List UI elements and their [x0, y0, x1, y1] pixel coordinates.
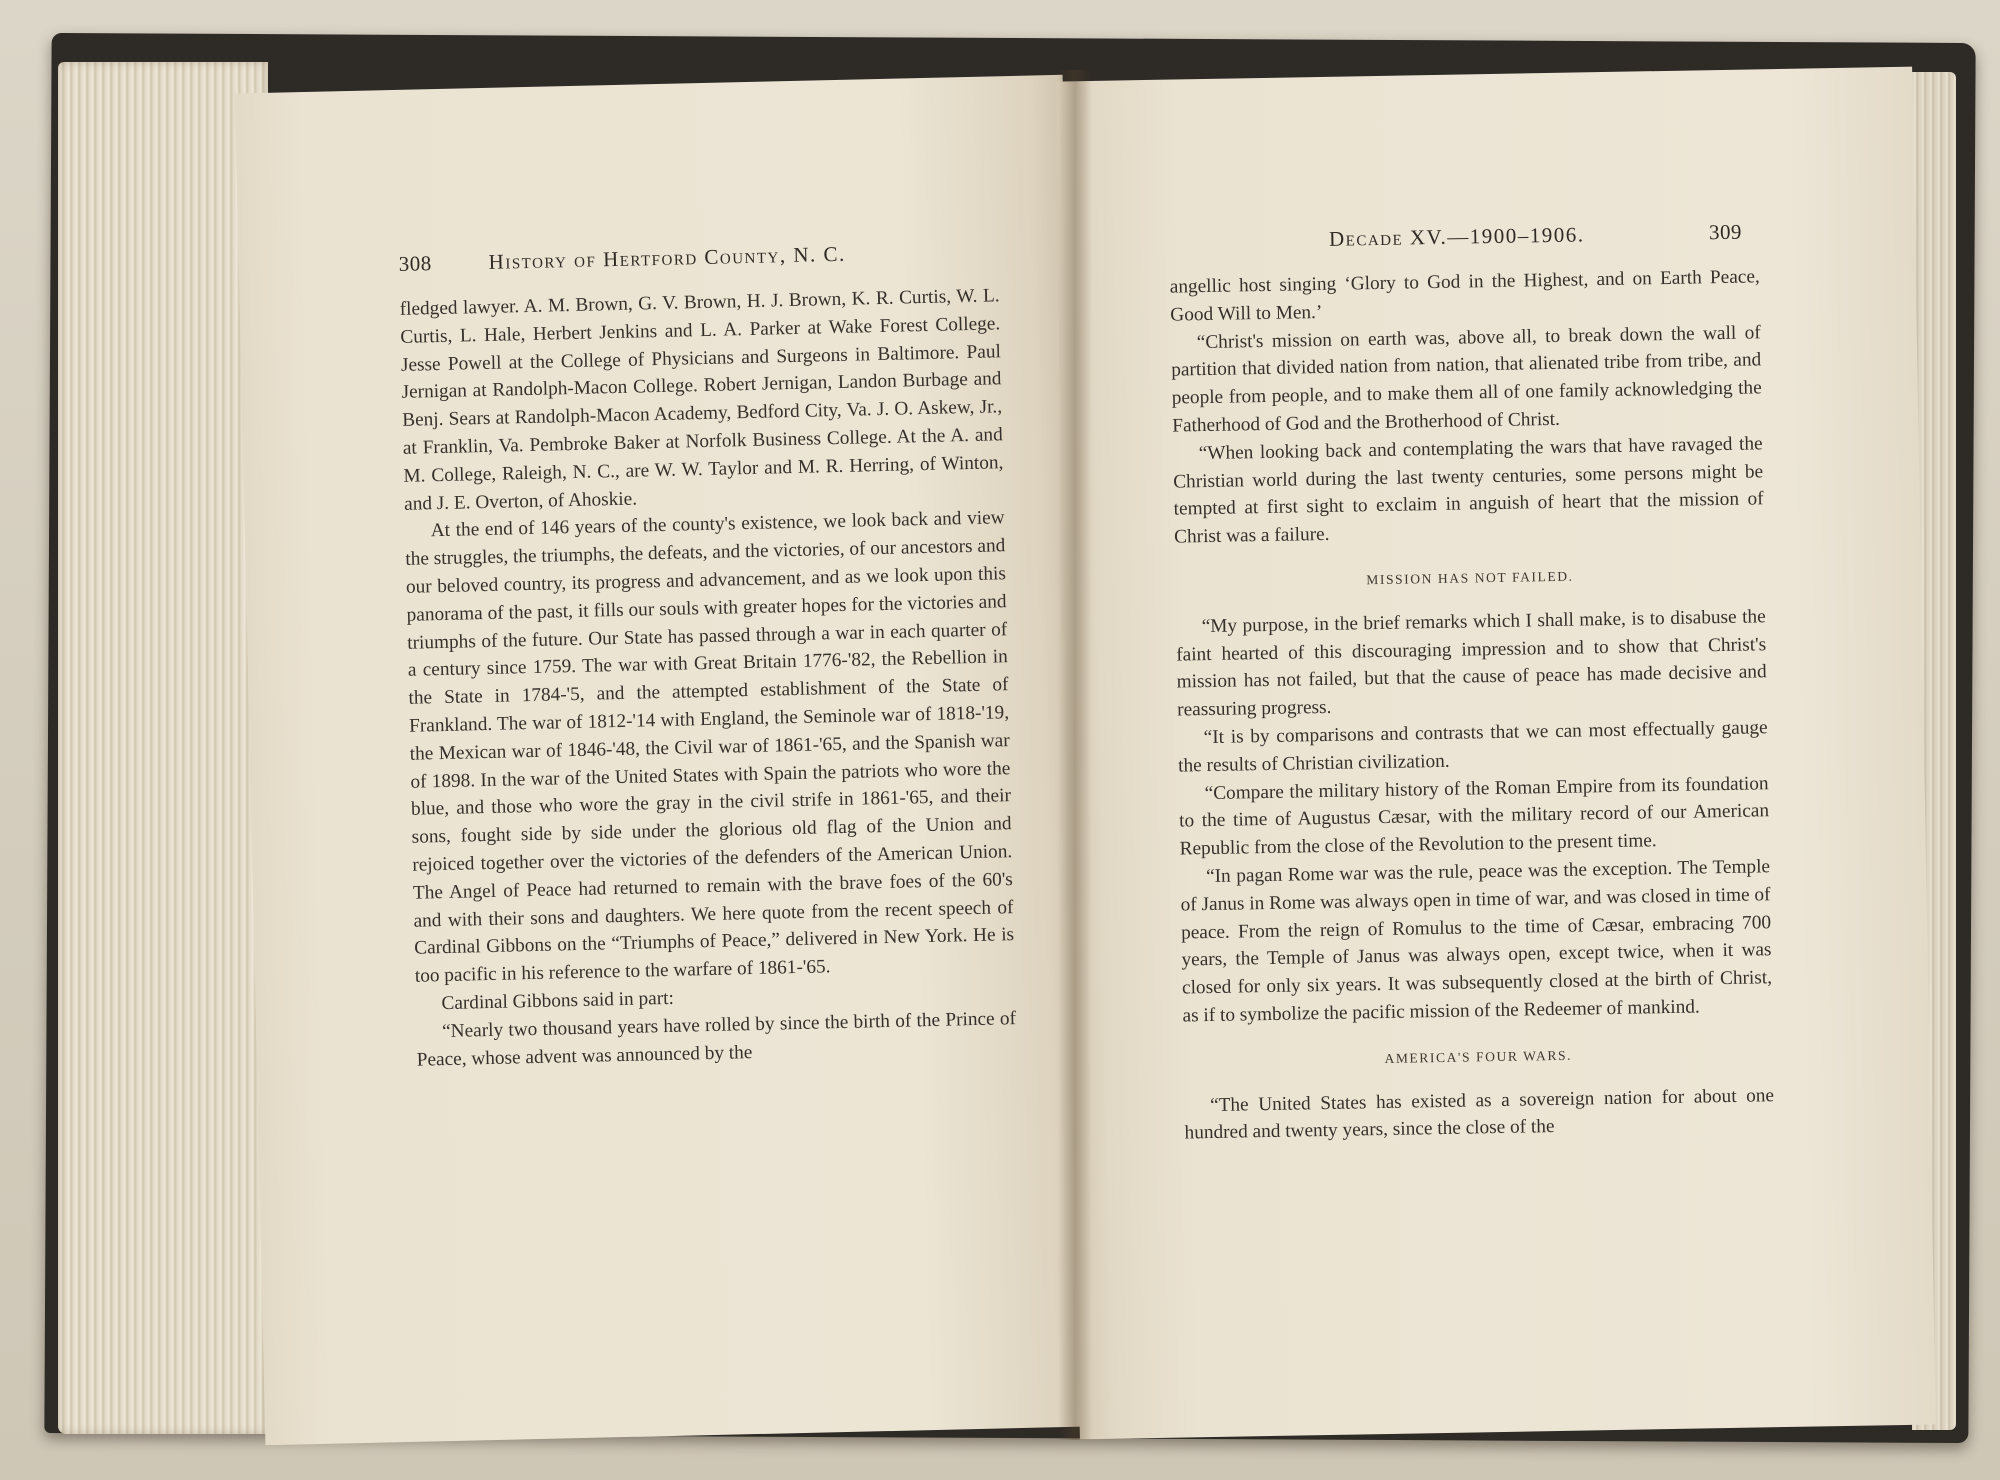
page-edges-left: [58, 62, 268, 1434]
running-head: Decade XV.—1900–1906.: [1328, 222, 1585, 251]
paragraph: “When looking back and contemplating the wars that have ravaged the Christian world during the last twenty centuries, some persons might be tempted at first sight to exclaim in anguish of heart that the mission of Christ was a failure.: [1173, 433, 1764, 548]
paragraph: “Compare the military history of the Roman Empire from its foundation to the time of Augustus Cæsar, with the military record of our American Republic from the close of the Revolution to the present time.: [1178, 772, 1770, 860]
paragraph: At the end of 146 years of the county's existence, we look back and view the struggles, the triumphs, the defeats, and the victories, of our ancestors and our beloved country, its progress and advancement, and as we look upon this panorama of the past, it fills our souls with greater hopes for the victories and triumphs of the future. Our State has passed through a war in each quarter of a century since 1759. The war with Great Britain 1776-'82, the Rebellion in the State in 1784-'5, and the attempted establishment of the State of Frankland. The war of 1812-'14 with England, the Seminole war of 1818-'19, the Mexican war of 1846-'48, the Civil war of 1861-'65, and the Spanish war of 1898. In the war of the United States with Spain the patriots who wore the blue, and those who wore the gray in the civil strife in 1861-'65, and their sons, fought side by side under the glorious old flag of the Union and rejoiced together over the victories of the defenders of the American Union. The Angel of Peace had returned to remain with the brave foes of the 60's and with their sons and daughters. We here quote from the recent speech of Cardinal Gibbons on the “Triumphs of Peace,” delivered in New York. He is too pacific in his reference to the warfare of 1861-'65.: [405, 507, 1015, 987]
paragraph: fledged lawyer. A. M. Brown, G. V. Brown, H. J. Brown, K. R. Curtis, W. L. Curtis, L. Hale, Herbert Jenkins and L. A. Parker at Wake Forest College. Jesse Powell at the College of Physicians and Surgeons in Baltimore. Paul Jernigan at Randolph-Macon College. Robert Jernigan, Landon Burbage and Benj. Sears at Randolph-Macon Academy, Bedford City, Va. J. O. Askew, Jr., at Franklin, Va. Pembroke Baker at Norfolk Business College. At the A. and M. College, Raleigh, N. C., are W. W. Taylor and M. R. Herring, of Winton, and J. E. Overton, of Ahoskie.: [399, 285, 1004, 515]
page-number: 308: [398, 251, 432, 276]
paragraph: “My purpose, in the brief remarks which I shall make, is to disabuse the faint hearted of this discouraging impression and to show that Christ's mission has not failed, but that the cause of peace has made decisive and reassuring progress.: [1176, 606, 1767, 721]
left-page-header: [238, 237, 1066, 276]
paragraph: “Nearly two thousand years have rolled by since the birth of the Prince of Peace, whose advent was announced by the: [416, 1007, 1017, 1071]
paragraph: “It is by comparisons and contrasts that we can most effectually gauge the results of Christian civilization.: [1177, 717, 1768, 777]
left-page-body: [399, 282, 1017, 1074]
paragraph: “Christ's mission on earth was, above all, to break down the wall of partition that divided nation from nation, that alienated tribe from tribe, and people from people, and to make them all of one family acknowledging the Fatherhood of God and the Brotherhood of Christ.: [1171, 321, 1762, 437]
paragraph: “The United States has existed as a sovereign nation for about one hundred and twenty years, since the close of the: [1184, 1084, 1775, 1144]
paragraph: Cardinal Gibbons said in part:: [441, 987, 675, 1015]
section-heading: AMERICA'S FOUR WARS.: [1384, 1047, 1573, 1066]
right-page-body: [1170, 263, 1775, 1147]
paragraph: angellic host singing ‘Glory to God in the Highest, and on Earth Peace, Good Will to Men.’: [1169, 266, 1760, 326]
page-number: 309: [1708, 219, 1743, 245]
right-page-header: [1059, 217, 1915, 251]
book-gutter: [1058, 70, 1092, 1440]
running-head: History of Hertford County, N. C.: [488, 241, 847, 274]
left-page: [235, 75, 1093, 1445]
paragraph: “In pagan Rome war was the rule, peace was the exception. The Temple of Janus in Rome was always open in time of war, and was closed in time of peace. From the reign of Romulus to the time of Cæsar, embracing 700 years, the Temple of Janus was always open, except twice, when it was closed for only six years. It was subsequently closed at the birth of Christ, as if to symbolize the pacific mission of the Redeemer of mankind.: [1180, 856, 1773, 1027]
section-heading: MISSION HAS NOT FAILED.: [1366, 568, 1574, 588]
right-page: [1056, 67, 1936, 1440]
